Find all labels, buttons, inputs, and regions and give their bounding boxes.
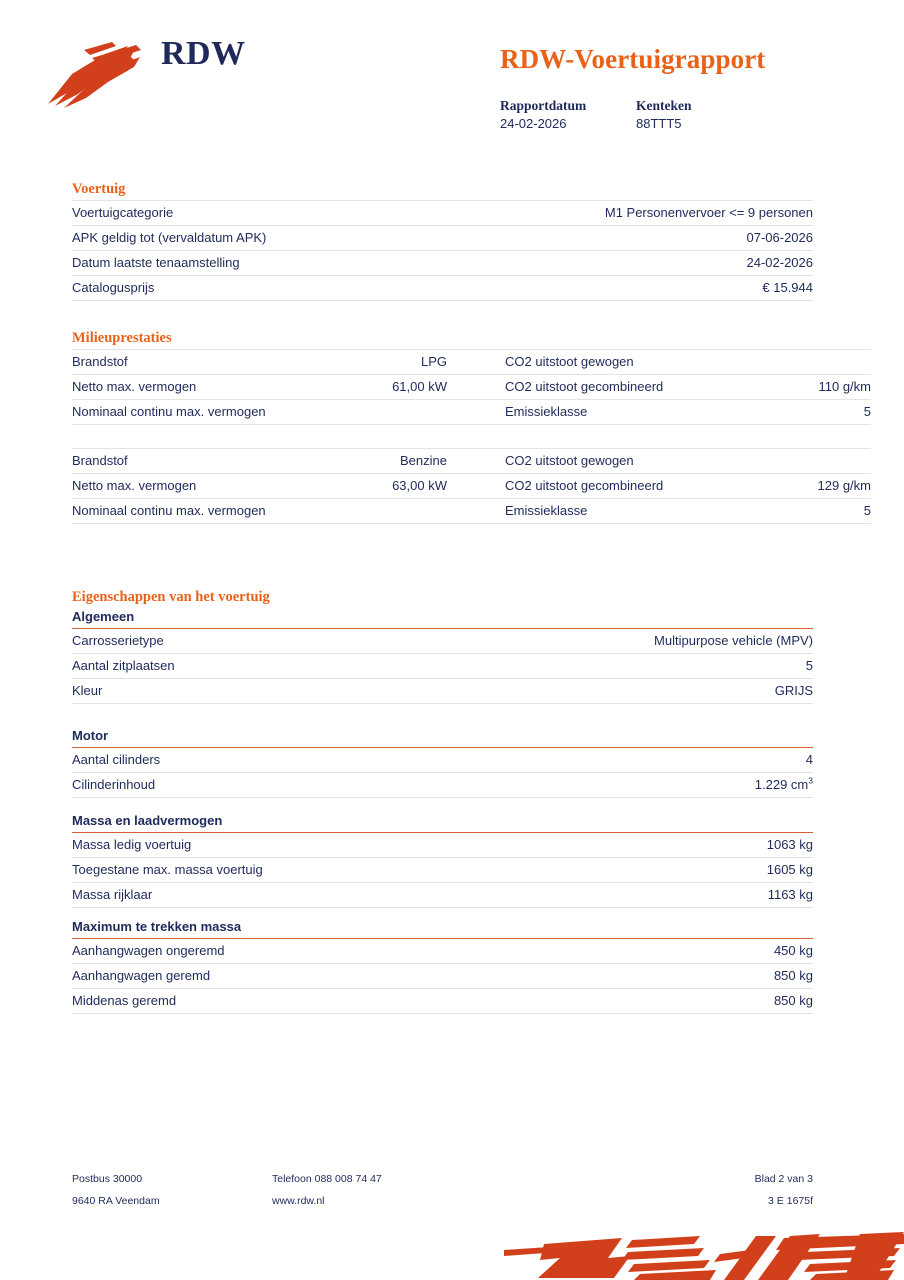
row-value-right: 5 xyxy=(740,499,871,524)
table-row xyxy=(72,989,813,1014)
row-label: Aanhangwagen geremd xyxy=(72,964,662,989)
row-label: Cilinderinhoud xyxy=(72,773,518,798)
row-label-left: Netto max. vermogen xyxy=(72,474,287,499)
row-value-left: LPG xyxy=(287,350,447,375)
footer-form-code: 3 E 1675f xyxy=(768,1195,813,1207)
table-row xyxy=(72,499,871,524)
rdw-logo-icon xyxy=(42,32,162,110)
report-header xyxy=(0,0,904,150)
table-row xyxy=(72,276,813,301)
table-row xyxy=(72,251,813,276)
row-value: 1.229 cm xyxy=(754,777,809,792)
section-title-voertuig: Voertuig xyxy=(72,181,126,197)
fuel-table-benzine xyxy=(72,448,871,524)
report-date-block xyxy=(500,97,636,133)
table-row xyxy=(72,748,813,773)
report-date-value: 24-02-2026 xyxy=(500,116,567,131)
footer-website[interactable]: www.rdw.nl xyxy=(272,1195,325,1207)
table-row xyxy=(72,773,813,798)
section-voertuig xyxy=(72,180,813,301)
row-label-left: Nominaal continu max. vermogen xyxy=(72,499,287,524)
subsection-trekken xyxy=(72,918,813,1014)
vehicle-table xyxy=(72,200,813,301)
row-value-right: 110 g/km xyxy=(740,375,871,400)
table-row xyxy=(72,858,813,883)
table-row xyxy=(72,449,871,474)
table-row xyxy=(72,474,871,499)
row-value-right: 5 xyxy=(740,400,871,425)
row-label: Middenas geremd xyxy=(72,989,662,1014)
fuel-block-spacer xyxy=(72,425,813,448)
row-value: 1605 kg xyxy=(668,858,813,883)
subsection-title-motor: Motor xyxy=(72,728,109,743)
row-label: Massa ledig voertuig xyxy=(72,837,192,852)
row-label: Catalogusprijs xyxy=(72,276,430,301)
section-milieuprestaties xyxy=(72,329,871,524)
row-label-left: Nominaal continu max. vermogen xyxy=(72,400,287,425)
row-label-right: Emissieklasse xyxy=(447,400,740,425)
row-label-right: CO2 uitstoot gecombineerd xyxy=(447,474,740,499)
table-row xyxy=(72,964,813,989)
row-label: Carrosserietype xyxy=(72,633,164,648)
row-value: GRIJS xyxy=(363,679,813,704)
page-footer xyxy=(72,1168,813,1212)
licence-plate-block xyxy=(636,97,772,133)
row-label: Aanhangwagen ongeremd xyxy=(72,943,225,958)
table-row xyxy=(72,226,813,251)
row-value: 1163 kg xyxy=(668,883,813,908)
row-value: 07-06-2026 xyxy=(430,226,813,251)
footer-row-2 xyxy=(72,1190,813,1212)
row-label: Kleur xyxy=(72,679,363,704)
mass-table xyxy=(72,833,813,908)
row-label: Massa rijklaar xyxy=(72,883,668,908)
row-value-left: 61,00 kW xyxy=(287,375,447,400)
page-title: RDW-Voertuigrapport xyxy=(500,44,766,74)
engine-table xyxy=(72,748,813,798)
row-label: Toegestane max. massa voertuig xyxy=(72,858,668,883)
rdw-footer-graphic-icon xyxy=(504,1228,904,1280)
fuel-table-lpg xyxy=(72,349,871,425)
row-value: 4 xyxy=(805,752,813,767)
row-value-right xyxy=(740,350,871,375)
footer-postbus: Postbus 30000 xyxy=(72,1173,143,1185)
row-label-right: CO2 uitstoot gewogen xyxy=(447,350,740,375)
row-value-cylinder-capacity xyxy=(518,773,813,798)
subsection-massa xyxy=(72,812,813,908)
row-value: 24-02-2026 xyxy=(430,251,813,276)
table-row xyxy=(72,400,871,425)
row-label-left: Netto max. vermogen xyxy=(72,375,287,400)
superscript-three: 3 xyxy=(808,775,813,786)
licence-plate-value: 88TTT5 xyxy=(636,116,682,131)
subsection-motor xyxy=(72,727,813,798)
table-row xyxy=(72,201,813,226)
subsection-title-algemeen: Algemeen xyxy=(72,609,135,624)
row-label: Voertuigcategorie xyxy=(72,201,430,226)
general-table xyxy=(72,629,813,704)
report-meta xyxy=(500,97,772,133)
row-value: Multipurpose vehicle (MPV) xyxy=(654,633,813,648)
row-label-left: Brandstof xyxy=(72,449,287,474)
section-title-milieuprestaties: Milieuprestaties xyxy=(72,330,172,346)
row-label-right: CO2 uitstoot gecombineerd xyxy=(447,375,740,400)
row-label-right: Emissieklasse xyxy=(447,499,740,524)
table-row xyxy=(72,939,813,964)
table-row xyxy=(72,350,871,375)
row-value: 850 kg xyxy=(662,964,813,989)
row-value: 850 kg xyxy=(662,989,813,1014)
footer-phone: Telefoon 088 008 74 47 xyxy=(272,1173,382,1185)
section-title-eigenschappen: Eigenschappen van het voertuig xyxy=(72,589,270,605)
footer-city: 9640 RA Veendam xyxy=(72,1195,160,1207)
row-value-left: Benzine xyxy=(287,449,447,474)
row-label: APK geldig tot (vervaldatum APK) xyxy=(72,226,430,251)
rdw-wordmark: RDW xyxy=(161,35,246,72)
row-value: € 15.944 xyxy=(430,276,813,301)
footer-page-number: Blad 2 van 3 xyxy=(754,1173,813,1185)
row-value: 5 xyxy=(363,654,813,679)
row-value: 450 kg xyxy=(773,943,813,958)
table-row xyxy=(72,883,813,908)
row-value-left: 63,00 kW xyxy=(287,474,447,499)
row-label: Aantal zitplaatsen xyxy=(72,654,363,679)
row-value-right: 129 g/km xyxy=(740,474,871,499)
subsection-title-trekken: Maximum te trekken massa xyxy=(72,919,242,934)
row-value: 1063 kg xyxy=(766,837,813,852)
row-value-right xyxy=(740,449,871,474)
table-row xyxy=(72,629,813,654)
towing-table xyxy=(72,939,813,1014)
row-value-left xyxy=(287,499,447,524)
footer-row-1 xyxy=(72,1168,813,1190)
row-label: Datum laatste tenaamstelling xyxy=(72,251,430,276)
table-row xyxy=(72,375,871,400)
table-row xyxy=(72,833,813,858)
subsection-title-massa: Massa en laadvermogen xyxy=(72,813,223,828)
row-value-left xyxy=(287,400,447,425)
row-value: M1 Personenvervoer <= 9 personen xyxy=(430,201,813,226)
row-label-right: CO2 uitstoot gewogen xyxy=(447,449,740,474)
licence-plate-label: Kenteken xyxy=(636,98,692,113)
table-row xyxy=(72,654,813,679)
table-row xyxy=(72,679,813,704)
row-label: Aantal cilinders xyxy=(72,752,161,767)
row-label-left: Brandstof xyxy=(72,350,287,375)
section-eigenschappen xyxy=(72,588,813,704)
report-date-label: Rapportdatum xyxy=(500,98,587,113)
